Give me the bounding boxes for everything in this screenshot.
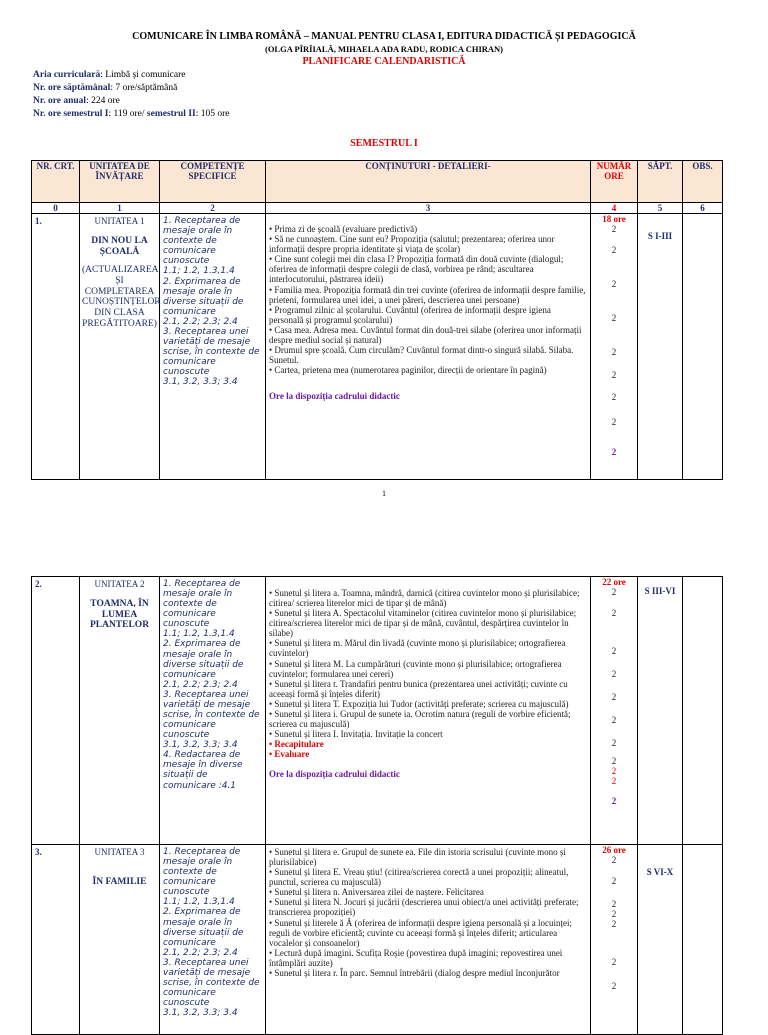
competenta: 2.1, 2.2; 2.3; 2.4 <box>163 316 238 327</box>
hour-value: 2 <box>611 737 617 748</box>
content-item: • Sunetul și litera T. Expoziția lui Tudor (activități preferate; scrierea cu majusculă) <box>269 698 569 709</box>
unit-title: TOAMNA, ÎN LUMEA PLANTELOR <box>89 599 150 631</box>
competenta: 2.1, 2.2; 2.3; 2.4 <box>163 679 238 690</box>
ore-cell <box>591 214 638 480</box>
content-item: • Familia mea. Propoziția formată din trei cuvinte (oferirea de informații despre familie, prieteni, formularea unei idei, a unei păreri, descrierea unei persoane) <box>269 284 586 305</box>
content-item: • Sunetul și litera N. Jocuri și jucării (descrierea unui obiect/a unei activități preferate; transcrierea propoziției) <box>269 897 579 918</box>
content-item: • Sunetul și litera a. Toamna, mândră, darnică (citirea cuvintelor mono și plurisilabice; citirea/ scrierea literelor mici de tipar și de mână) <box>269 588 580 609</box>
competenta: 2. Exprimarea de mesaje orale în diverse situații de comunicare <box>163 276 244 317</box>
unit-number: 1. <box>32 214 80 480</box>
hour-value: 2 <box>611 369 617 380</box>
content-item: • Sunetul și litera M. La cumpărături (cuvinte mono și plurisilabice; ortografierea cuvintelor; formularea unei cereri) <box>269 658 562 679</box>
total-ore: 18 ore <box>602 214 626 225</box>
unit-label: UNITATEA 2 <box>94 579 145 589</box>
content-item: • Să ne cunoaștem. Cine sunt eu? Propoziția (salutul; prezentarea; oferirea unor informații despre propria identitate și viața de școlar) <box>269 234 555 255</box>
content-item: • Sunetul și litera m. Mărul din livadă (cuvinte mono și plurisilabice; ortografierea cuvintelor) <box>269 638 566 659</box>
weeks-cell: S VI-X <box>638 845 683 1035</box>
competenta: 3.1, 3.2, 3.3; 3.4 <box>163 1008 238 1019</box>
planning-table-part-2 <box>31 576 723 1035</box>
meta-aria: Aria curriculară: Limbă și comunicare <box>33 70 186 80</box>
content-item: • Lectură după imagini. Scufița Roșie (povestirea după imagini; repovestirea unei întâmplări auzite) <box>269 947 563 968</box>
ore-cell <box>591 577 638 845</box>
hour-value-evaluare: 2 <box>611 775 617 786</box>
content-item: • Drumul spre școală. Cum circulăm? Cuvântul format dintr-o singură silabă. Silaba. Sunetul. <box>269 345 574 366</box>
hour-value: 2 <box>611 980 617 991</box>
competenta: 1.1; 1.2, 1.3,1.4 <box>163 897 235 908</box>
hour-value: 2 <box>611 876 617 887</box>
header-unitatea: UNITATEA DE ÎNVĂȚARE <box>80 161 160 203</box>
index-cell: 2 <box>160 203 266 214</box>
content-item: • Sunetul și literele ă Ă (oferirea de informații despre igiena personală și a locuinței; reguli de vorbire eficientă; cuvinte cu aceeași formă și înțeles diferit; articularea vocalelor și consoanelor) <box>269 917 573 948</box>
content-item: • Sunetul și litera I. Invitația. Invitație la concert <box>269 729 443 740</box>
index-cell: 6 <box>683 203 723 214</box>
content-item: • Cartea, prietena mea (numerotarea paginilor, direcții de orientare în pagină) <box>269 365 547 376</box>
hour-value: 2 <box>611 646 617 657</box>
unit-title: DIN NOU LA ȘCOALĂ <box>91 236 148 257</box>
table-header-row <box>32 161 723 203</box>
table-index-row <box>32 203 723 214</box>
hour-value: 2 <box>611 587 617 598</box>
hour-value: 2 <box>611 692 617 703</box>
content-item: • Programul zilnic al școlarului. Cuvântul (oferirea de informații despre igiena personală și programul școlarului) <box>269 304 551 325</box>
weeks-cell: S I-III <box>638 214 683 480</box>
competenta: 2.1, 2.2; 2.3; 2.4 <box>163 947 238 958</box>
table-row-unit-2 <box>32 577 723 845</box>
total-ore: 22 ore <box>602 577 626 587</box>
hour-value: 2 <box>611 391 617 402</box>
competenta: 1. Receptarea de mesaje orale în contexte de comunicare cunoscute <box>163 847 241 898</box>
page-number: 1 <box>382 489 386 498</box>
content-item: • Casa mea. Adresa mea. Cuvântul format din două-trei silabe (oferirea unor informații despre mediul social și natural) <box>269 324 582 345</box>
continuturi-cell <box>266 845 591 1035</box>
unit-cell <box>80 577 160 845</box>
obs-cell <box>683 845 723 1035</box>
ore-disponibile-label: Ore la dispoziția cadrului didactic <box>269 391 400 402</box>
document-subtitle: PLANIFICARE CALENDARISTICĂ <box>302 56 466 67</box>
competenta: 3. Receptarea unei varietăți de mesaje scrise, în contexte de comunicare cunoscute <box>163 957 260 1009</box>
header-numar-ore: NUMĂR ORE <box>591 161 638 203</box>
unit-subtitle: (ACTUALIZAREA ȘI COMPLETAREA CUNOȘTINȚELOR DIN CLASA PREGĂTITOARE) <box>82 265 161 329</box>
hour-value: 2 <box>611 919 617 930</box>
unit-number: 2. <box>32 577 80 845</box>
competenta: 1.1; 1.2, 1.3,1.4 <box>163 266 235 277</box>
hour-value: 2 <box>611 279 617 290</box>
competenta: 1.1; 1.2, 1.3,1.4 <box>163 629 235 640</box>
ore-cell <box>591 845 638 1035</box>
total-ore: 26 ore <box>602 845 626 855</box>
obs-cell <box>683 577 723 845</box>
header-nr-crt: NR. CRT. <box>32 161 80 203</box>
hour-value: 2 <box>611 899 617 910</box>
competenta: 3. Receptarea unei varietăți de mesaje scrise, în contexte de comunicare cunoscute <box>163 326 260 378</box>
continuturi-cell <box>266 577 591 845</box>
ore-disponibile-label: Ore la dispoziția cadrului didactic <box>269 769 400 780</box>
header-obs: OBS. <box>683 161 723 203</box>
weeks-cell: S III-VI <box>638 577 683 845</box>
hour-value: 2 <box>611 669 617 680</box>
hour-value: 2 <box>611 313 617 324</box>
competente-cell <box>160 214 266 480</box>
content-item: • Sunetul și litera r. În parc. Semnul întrebării (dialog despre mediul înconjurător <box>269 967 560 978</box>
content-item: • Prima zi de școală (evaluare predictivă) <box>269 224 418 235</box>
content-item: • Sunetul și litera A. Spectacolul vitaminelor (citirea cuvintelor mono și plurisilabice; citirea/scrierea literelor mici de tipar și de mână, cuvântul, despărțirea cuvintelor în silabe) <box>269 608 577 639</box>
content-item-evaluare: • Evaluare <box>269 749 310 760</box>
semester-title: SEMESTRUL I <box>350 138 418 149</box>
header-competente: COMPETENȚE SPECIFICE <box>160 161 266 203</box>
content-item-recapitulare: • Recapitulare <box>269 739 324 750</box>
hour-value: 2 <box>611 416 617 427</box>
index-cell: 0 <box>32 203 80 214</box>
table-row-unit-1 <box>32 214 723 480</box>
header-continuturi: CONȚINUTURI - DETALIERI- <box>266 161 591 203</box>
competenta: 3.1, 3.2, 3.3; 3.4 <box>163 377 238 388</box>
unit-number: 3. <box>32 845 80 1035</box>
content-item: • Sunetul și litera E. Vreau știu! (citirea/scrierea corectă a unei propoziții; alineatul, punctul, scrierea cu majusculă) <box>269 867 569 888</box>
content-item: • Cine sunt colegii mei din clasa I? Propoziția formată din două cuvinte (dialogul; oferirea de informații despre colegii de clasă, vorbirea pe rând; ascultarea interlocutorului, păstrarea ideii) <box>269 254 564 285</box>
document-title: COMUNICARE ÎN LIMBA ROMÂNĂ – MANUAL PENTRU CLASA I, EDITURA DIDACTICĂ ȘI PEDAGOGICĂ <box>132 31 636 42</box>
hour-value: 2 <box>611 347 617 358</box>
hour-value: 2 <box>611 715 617 726</box>
unit-label: UNITATEA 1 <box>94 216 145 227</box>
hour-value: 2 <box>611 909 617 920</box>
header-sapt: SĂPT. <box>638 161 683 203</box>
hour-value-recapitulare: 2 <box>611 765 617 776</box>
index-cell: 5 <box>638 203 683 214</box>
hour-value: 2 <box>611 224 617 235</box>
competenta: 1. Receptarea de mesaje orale în contexte de comunicare cunoscute <box>163 579 241 630</box>
content-item: • Sunetul și litera i. Grupul de sunete ia. Ocrotim natura (reguli de vorbire eficientă; scrierea cu majusculă) <box>269 708 571 730</box>
competente-cell <box>160 577 266 845</box>
hour-value: 2 <box>611 245 617 256</box>
unit-label: UNITATEA 3 <box>94 847 145 857</box>
content-item: • Sunetul și litera e. Grupul de sunete ea. File din istoria scrisului (cuvinte mono și plurisilabice) <box>269 847 566 868</box>
document-authors: (OLGA PÎRÎIALĂ, MIHAELA ADA RADU, RODICA CHIRAN) <box>264 44 504 54</box>
obs-cell <box>683 214 723 480</box>
hour-value: 2 <box>611 855 617 866</box>
competente-cell <box>160 845 266 1035</box>
disp-hour-value: 2 <box>611 446 617 457</box>
unit-cell <box>80 214 160 480</box>
competenta: 3.1, 3.2, 3.3; 3.4 <box>163 740 238 751</box>
meta-ore-semestre: Nr. ore semestrul I: 119 ore/ semestrul II: 105 ore <box>33 109 230 119</box>
content-item: • Sunetul și litera n. Aniversarea zilei de naștere. Felicitarea <box>269 887 484 898</box>
index-cell: 1 <box>80 203 160 214</box>
competenta: 4. Redactarea de mesaje în diverse situații de comunicare :4.1 <box>163 750 243 791</box>
disp-hour-value: 2 <box>611 795 617 806</box>
meta-ore-saptamanal: Nr. ore săptămânal: 7 ore/săptămână <box>33 83 178 93</box>
hour-value: 2 <box>611 755 617 766</box>
competenta: 3. Receptarea unei varietăți de mesaje scrise, în contexte de comunicare cunoscute <box>163 689 260 741</box>
competenta: 2. Exprimarea de mesaje orale în diverse situații de comunicare <box>163 907 244 948</box>
competenta: 2. Exprimarea de mesaje orale în diverse situații de comunicare <box>163 639 244 680</box>
planning-table-part-1 <box>31 160 723 480</box>
meta-ore-anual: Nr. ore anual: 224 ore <box>33 96 120 106</box>
content-item: • Sunetul și litera t. Trandafiri pentru bunica (prezentarea unei activități; cuvinte cu aceeași formă și înțeles diferit) <box>269 678 568 699</box>
continuturi-cell <box>266 214 591 480</box>
hour-value: 2 <box>611 608 617 619</box>
unit-title: ÎN FAMILIE <box>92 877 147 888</box>
index-cell: 4 <box>591 203 638 214</box>
competenta: 1. Receptarea de mesaje orale în contexte de comunicare cunoscute <box>163 216 241 267</box>
table-row-unit-3 <box>32 845 723 1035</box>
index-cell: 3 <box>266 203 591 214</box>
hour-value: 2 <box>611 957 617 968</box>
unit-cell <box>80 845 160 1035</box>
